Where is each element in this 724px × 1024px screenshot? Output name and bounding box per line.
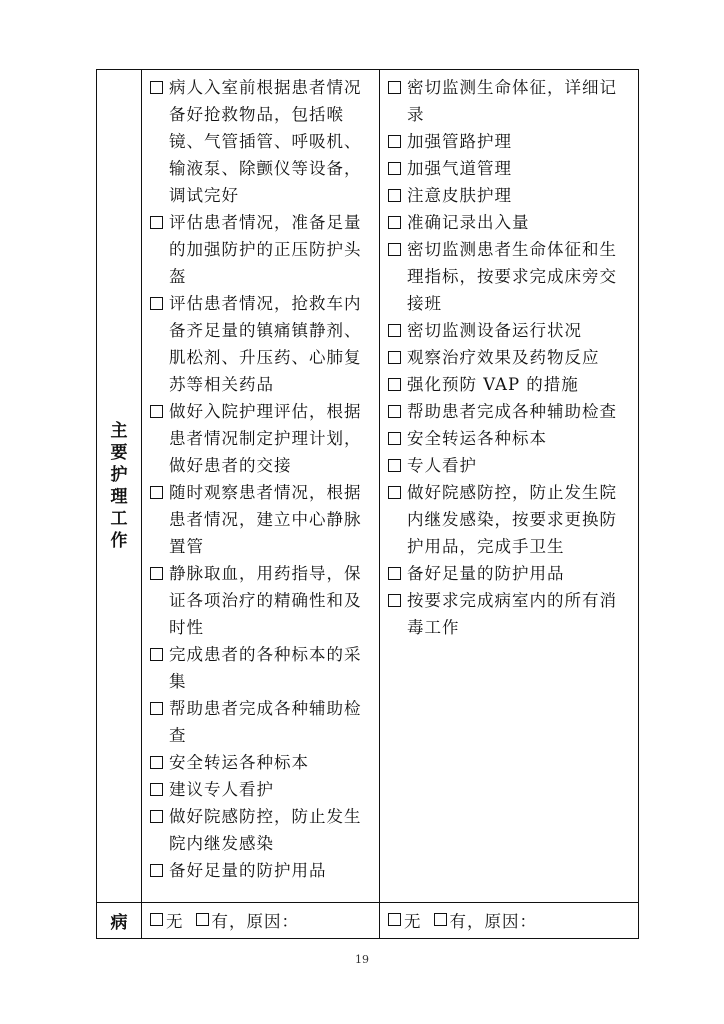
right-checklist-item-label: 观察治疗效果及药物反应 — [407, 348, 600, 367]
left-none-option[interactable] — [148, 908, 184, 932]
checkbox-icon[interactable] — [150, 913, 163, 926]
right-checklist-item[interactable] — [386, 371, 634, 398]
left-checklist-item-label: 随时观察患者情况，根据患者情况，建立中心静脉置管 — [169, 483, 362, 556]
left-has-label: 有，原因： — [211, 911, 299, 931]
right-checklist-item[interactable] — [386, 209, 634, 236]
checkbox-icon[interactable] — [388, 135, 401, 148]
left-checklist-item-label: 完成患者的各种标本的采集 — [169, 645, 362, 691]
row-label-char: 要 — [110, 443, 128, 463]
checkbox-icon[interactable] — [150, 648, 163, 661]
row-label-char: 主 — [110, 421, 128, 441]
bottom-row — [97, 903, 639, 939]
left-checklist-item[interactable] — [148, 749, 375, 776]
right-checklist-item[interactable] — [386, 155, 634, 182]
row-label-char: 护 — [110, 465, 128, 485]
left-checklist-item[interactable] — [148, 560, 375, 641]
checkbox-icon[interactable] — [388, 432, 401, 445]
left-checklist-item[interactable] — [148, 803, 375, 857]
right-checklist-item[interactable] — [386, 398, 634, 425]
right-checklist-item[interactable] — [386, 587, 634, 641]
checkbox-icon[interactable] — [150, 567, 163, 580]
checkbox-icon[interactable] — [150, 702, 163, 715]
right-checklist-item[interactable] — [386, 74, 634, 128]
checkbox-icon[interactable] — [150, 864, 163, 877]
left-checklist-item-label: 静脉取血，用药指导，保证各项治疗的精确性和及时性 — [169, 564, 362, 637]
left-checklist-item[interactable] — [148, 479, 375, 560]
row-label-cell — [97, 70, 142, 903]
checkbox-icon[interactable] — [150, 405, 163, 418]
right-checklist-item-label: 安全转运各种标本 — [407, 429, 547, 448]
checkbox-icon[interactable] — [150, 81, 163, 94]
checkbox-icon[interactable] — [388, 189, 401, 202]
bottom-row-label: 病 — [97, 903, 142, 939]
right-checklist-item-label: 密切监测设备运行状况 — [407, 321, 582, 340]
right-column-cell — [380, 70, 639, 903]
checkbox-icon[interactable] — [196, 913, 209, 926]
right-checklist-item[interactable] — [386, 344, 634, 371]
left-checklist-item[interactable] — [148, 209, 375, 290]
checkbox-icon[interactable] — [150, 810, 163, 823]
right-checklist-item-label: 强化预防 VAP 的措施 — [407, 375, 579, 394]
checkbox-icon[interactable] — [388, 243, 401, 256]
left-checklist-item-label: 帮助患者完成各种辅助检查 — [169, 699, 362, 745]
right-checklist-item[interactable] — [386, 479, 634, 560]
left-checklist-item-label: 评估患者情况，准备足量的加强防护的正压防护头盔 — [169, 213, 362, 286]
right-checklist-item[interactable] — [386, 425, 634, 452]
nursing-work-table — [96, 69, 639, 939]
row-label-char: 工 — [110, 509, 128, 529]
right-checklist-item-label: 准确记录出入量 — [407, 213, 530, 232]
left-checklist-item[interactable] — [148, 290, 375, 398]
right-checklist-item[interactable] — [386, 452, 634, 479]
checkbox-icon[interactable] — [388, 486, 401, 499]
right-checklist-item-label: 密切监测生命体征，详细记录 — [407, 78, 617, 124]
left-checklist-item[interactable] — [148, 74, 375, 209]
checkbox-icon[interactable] — [388, 405, 401, 418]
left-checklist-item-label: 做好院感防控，防止发生院内继发感染 — [169, 807, 362, 853]
right-checklist-item-label: 按要求完成病室内的所有消毒工作 — [407, 591, 617, 637]
right-checklist-item-label: 注意皮肤护理 — [407, 186, 512, 205]
left-checklist-item[interactable] — [148, 398, 375, 479]
right-has-option[interactable] — [432, 908, 538, 932]
left-checklist-item-label: 备好足量的防护用品 — [169, 861, 327, 880]
right-checklist-item-label: 做好院感防控，防止发生院内继发感染，按要求更换防护用品，完成手卫生 — [407, 483, 617, 556]
left-has-option[interactable] — [194, 908, 300, 932]
main-nursing-work-row — [97, 70, 639, 903]
left-checklist-item[interactable] — [148, 776, 375, 803]
checkbox-icon[interactable] — [388, 324, 401, 337]
left-none-label: 无 — [166, 911, 184, 931]
right-checklist-item-label: 帮助患者完成各种辅助检查 — [407, 402, 617, 421]
checkbox-icon[interactable] — [150, 783, 163, 796]
left-checklist-item-label: 做好入院护理评估，根据患者情况制定护理计划，做好患者的交接 — [169, 402, 362, 475]
right-checklist-item[interactable] — [386, 128, 634, 155]
checkbox-icon[interactable] — [434, 913, 447, 926]
checkbox-icon[interactable] — [388, 351, 401, 364]
checkbox-icon[interactable] — [388, 81, 401, 94]
checkbox-icon[interactable] — [150, 216, 163, 229]
checkbox-icon[interactable] — [388, 594, 401, 607]
right-checklist-item-label: 备好足量的防护用品 — [407, 564, 565, 583]
checkbox-icon[interactable] — [388, 567, 401, 580]
left-checklist-item-label: 建议专人看护 — [169, 780, 274, 799]
left-checklist-item[interactable] — [148, 695, 375, 749]
page-number: 19 — [355, 953, 369, 966]
right-checklist-item[interactable] — [386, 317, 634, 344]
row-label-char: 理 — [110, 487, 128, 507]
checkbox-icon[interactable] — [388, 913, 401, 926]
right-checklist-item-label: 加强管路护理 — [407, 132, 512, 151]
left-checklist-item-label: 评估患者情况，抢救车内备齐足量的镇痛镇静剂、肌松剂、升压药、心肺复苏等相关药品 — [169, 294, 362, 394]
right-checklist-item[interactable] — [386, 236, 634, 317]
bottom-right-cell — [380, 903, 639, 939]
checkbox-icon[interactable] — [388, 162, 401, 175]
row-label-char: 作 — [110, 531, 128, 551]
right-checklist-item-label: 密切监测患者生命体征和生理指标，按要求完成床旁交接班 — [407, 240, 617, 313]
right-checklist-item-label: 专人看护 — [407, 456, 477, 475]
left-checklist — [142, 70, 379, 884]
checkbox-icon[interactable] — [150, 297, 163, 310]
right-none-label: 无 — [404, 911, 422, 931]
checkbox-icon[interactable] — [388, 216, 401, 229]
checkbox-icon[interactable] — [388, 459, 401, 472]
bottom-left-cell — [142, 903, 380, 939]
checkbox-icon[interactable] — [150, 486, 163, 499]
left-column-cell — [142, 70, 380, 903]
right-checklist-item[interactable] — [386, 560, 634, 587]
checkbox-icon[interactable] — [150, 756, 163, 769]
right-checklist — [380, 70, 638, 641]
right-none-option[interactable] — [386, 908, 422, 932]
left-checklist-item[interactable] — [148, 641, 375, 695]
right-has-label: 有，原因： — [449, 911, 537, 931]
left-checklist-item-label: 病人入室前根据患者情况备好抢救物品，包括喉镜、气管插管、呼吸机、输液泵、除颤仪等设备，调试完好 — [169, 78, 362, 205]
left-checklist-item-label: 安全转运各种标本 — [169, 753, 309, 772]
right-checklist-item[interactable] — [386, 182, 634, 209]
right-checklist-item-label: 加强气道管理 — [407, 159, 512, 178]
left-checklist-item[interactable] — [148, 857, 375, 884]
checkbox-icon[interactable] — [388, 378, 401, 391]
row-label-vertical — [110, 420, 128, 552]
